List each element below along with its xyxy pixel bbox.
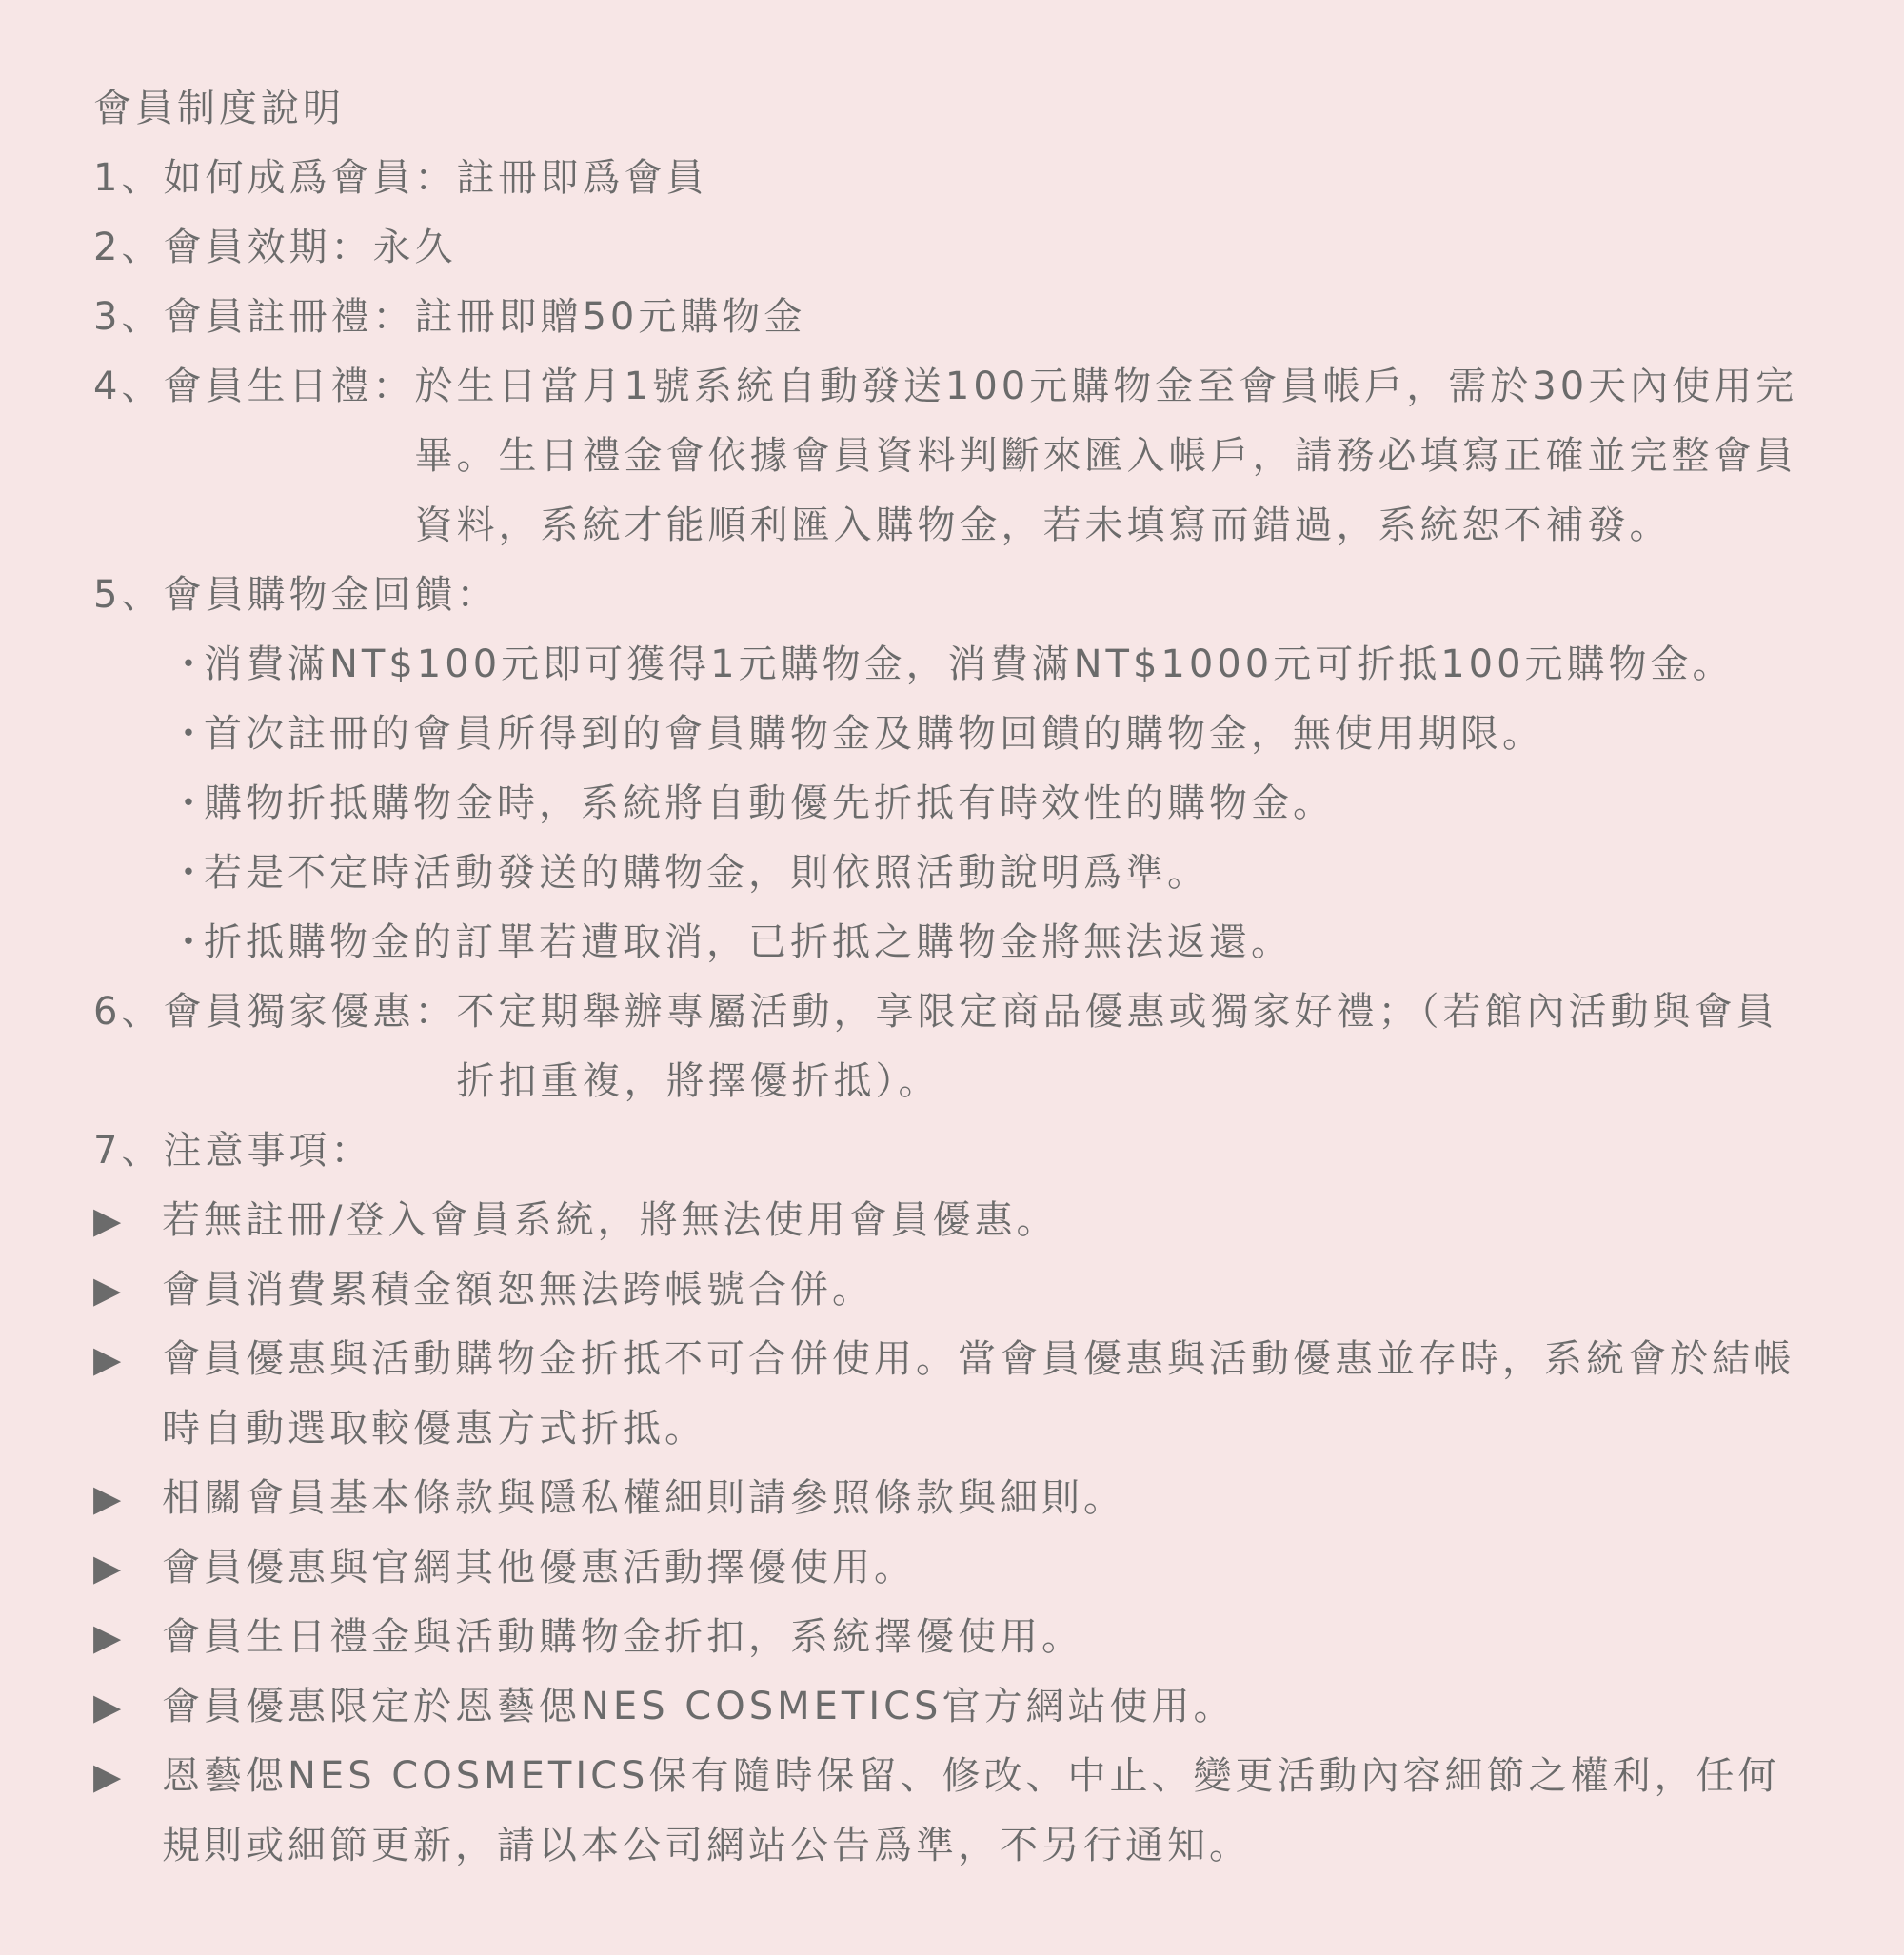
item-5-point [93, 700, 1811, 769]
item-1 [93, 144, 1811, 213]
note-item [93, 1672, 1811, 1742]
bullet-icon: ・ [169, 642, 211, 686]
triangle-icon: ▶ [93, 1547, 126, 1589]
item-3-label: 3、會員註冊禮： [93, 295, 415, 339]
note-text: 會員優惠與官網其他優惠活動擇優使用。 [162, 1546, 916, 1590]
item-2-label: 2、會員效期： [93, 226, 373, 269]
note-item [93, 1325, 1811, 1464]
point-text: 折抵購物金的訂單若遭取消，已折抵之購物金將無法返還。 [204, 920, 1293, 964]
note-text: 會員優惠與活動購物金折抵不可合併使用。當會員優惠與活動優惠並存時，系統會於結帳時自動選取較優惠方式折抵。 [162, 1337, 1795, 1451]
item-4 [93, 352, 1811, 561]
item-6-label: 6、會員獨家優惠： [93, 990, 457, 1034]
item-6-text: 不定期舉辦專屬活動，享限定商品優惠或獨家好禮；（若館內活動與會員折扣重複，將擇優折抵）。 [456, 990, 1778, 1103]
item-4-label: 4、會員生日禮： [93, 365, 415, 408]
item-3-text: 註冊即贈50元購物金 [414, 295, 806, 339]
bullet-icon: ・ [169, 920, 211, 964]
note-item [93, 1742, 1811, 1881]
bullet-icon: ・ [169, 712, 211, 756]
item-4-text: 於生日當月1號系統自動發送100元購物金至會員帳戶，需於30天內使用完畢。生日禮金會依據會員資料判斷來匯入帳戶，請務必填寫正確並完整會員資料，系統才能順利匯入購物金，若未填寫而錯過，系統恕不補發。 [414, 365, 1798, 547]
item-2-text: 永久 [372, 226, 457, 269]
bullet-icon: ・ [169, 781, 211, 825]
bullet-icon: ・ [169, 851, 211, 895]
item-5-label: 5、會員購物金回饋： [93, 573, 499, 617]
note-item [93, 1186, 1811, 1255]
item-6 [93, 978, 1811, 1116]
note-text: 若無註冊/登入會員系統，將無法使用會員優惠。 [162, 1198, 1059, 1242]
note-item [93, 1464, 1811, 1533]
triangle-icon: ▶ [93, 1477, 126, 1519]
item-5-point [93, 630, 1811, 700]
note-text: 會員消費累積金額恕無法跨帳號合併。 [162, 1268, 874, 1312]
point-text: 購物折抵購物金時，系統將自動優先折抵有時效性的購物金。 [204, 781, 1335, 825]
triangle-icon: ▶ [93, 1686, 126, 1728]
triangle-icon: ▶ [93, 1269, 126, 1311]
point-text: 首次註冊的會員所得到的會員購物金及購物回饋的購物金，無使用期限。 [204, 712, 1544, 756]
note-item [93, 1603, 1811, 1672]
item-5-point [93, 908, 1811, 978]
triangle-icon: ▶ [93, 1616, 126, 1658]
item-5-point [93, 839, 1811, 908]
note-text: 會員生日禮金與活動購物金折扣，系統擇優使用。 [162, 1615, 1083, 1659]
item-5-point [93, 769, 1811, 839]
note-text: 會員優惠限定於恩藝偲NES COSMETICS官方網站使用。 [162, 1685, 1236, 1728]
note-item [93, 1533, 1811, 1603]
item-1-text: 註冊即爲會員 [456, 156, 708, 200]
note-text: 相關會員基本條款與隱私權細則請參照條款與細則。 [162, 1476, 1125, 1520]
item-7-label: 7、注意事項： [93, 1129, 373, 1173]
item-2 [93, 213, 1811, 283]
point-text: 消費滿NT$100元即可獲得1元購物金，消費滿NT$1000元可折抵100元購物金。 [204, 642, 1735, 686]
page-title: 會員制度說明 [93, 87, 345, 130]
triangle-icon: ▶ [93, 1338, 126, 1380]
point-text: 若是不定時活動發送的購物金，則依照活動說明爲準。 [204, 851, 1209, 895]
note-item [93, 1255, 1811, 1325]
item-3 [93, 283, 1811, 352]
triangle-icon: ▶ [93, 1199, 126, 1241]
note-text: 恩藝偲NES COSMETICS保有隨時保留、修改、中止、變更活動內容細節之權利，任何規則或細節更新，請以本公司網站公告爲準，不另行通知。 [162, 1754, 1780, 1867]
triangle-icon: ▶ [93, 1755, 126, 1797]
item-1-label: 1、如何成爲會員： [93, 156, 457, 200]
